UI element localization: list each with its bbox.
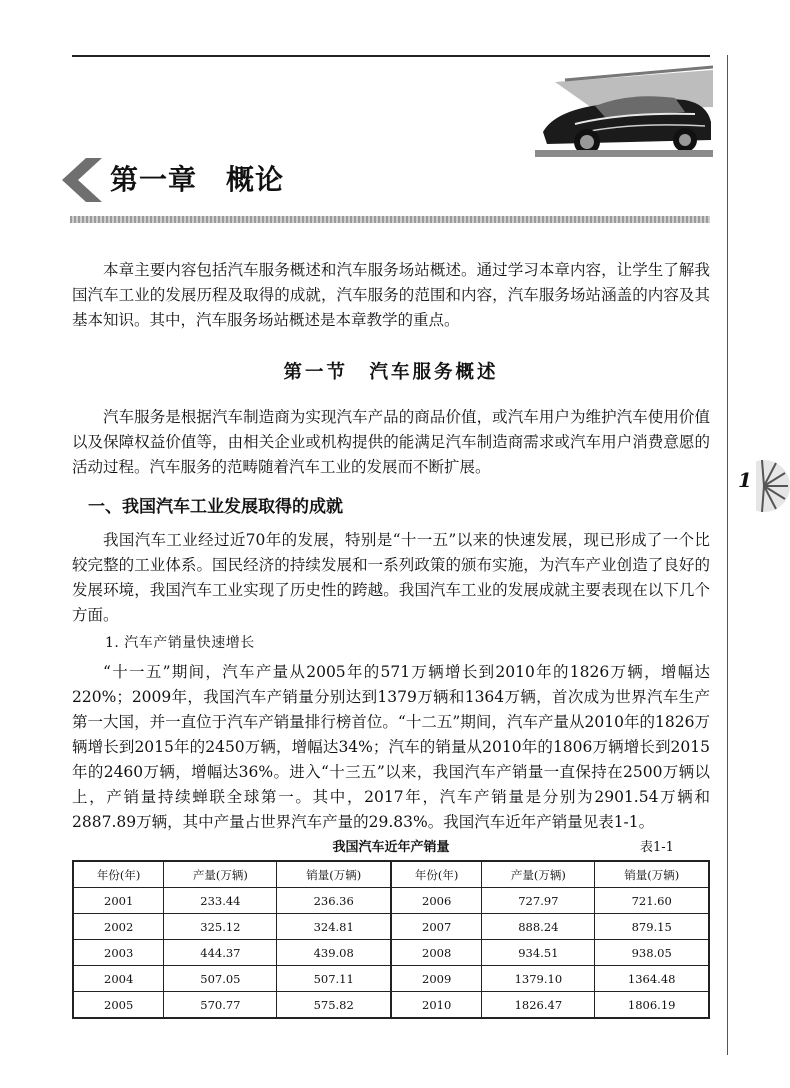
header-production: 产量(万辆) bbox=[482, 861, 595, 888]
header-production: 产量(万辆) bbox=[164, 861, 277, 888]
cell: 1379.10 bbox=[482, 966, 595, 992]
header-year: 年份(年) bbox=[391, 861, 482, 888]
section-intro: 汽车服务是根据汽车制造商为实现汽车产品的商品价值，或汽车用户为维护汽车使用价值以及保障权益价值等，由相关企业或机构提供的能满足汽车制造商需求或汽车用户消费意愿的活动过程。汽车服务的范畴随着汽车工业的发展而不断扩展。 bbox=[72, 408, 710, 476]
margin-rule bbox=[727, 55, 728, 1055]
header-sales: 销量(万辆) bbox=[595, 861, 709, 888]
point-title: 1. 汽车产销量快速增长 bbox=[105, 635, 255, 651]
cell: 1826.47 bbox=[482, 992, 595, 1019]
chapter-divider bbox=[70, 216, 710, 223]
section-title: 第一节 汽车服务概述 bbox=[283, 362, 499, 383]
table-row bbox=[73, 992, 709, 1019]
sales-table bbox=[72, 860, 710, 1019]
cell: 325.12 bbox=[164, 914, 277, 940]
table-row bbox=[73, 914, 709, 940]
cell: 2009 bbox=[391, 966, 482, 992]
table-row bbox=[73, 966, 709, 992]
cell: 2004 bbox=[73, 966, 164, 992]
cell: 507.05 bbox=[164, 966, 277, 992]
cell: 2008 bbox=[391, 940, 482, 966]
cell: 2002 bbox=[73, 914, 164, 940]
cell: 2006 bbox=[391, 888, 482, 914]
table-row bbox=[73, 888, 709, 914]
header-rule bbox=[72, 55, 710, 57]
cell: 233.44 bbox=[164, 888, 277, 914]
table-header-row bbox=[73, 861, 709, 888]
cell: 721.60 bbox=[595, 888, 709, 914]
cell: 934.51 bbox=[482, 940, 595, 966]
cell: 570.77 bbox=[164, 992, 277, 1019]
header-year: 年份(年) bbox=[73, 861, 164, 888]
cell: 575.82 bbox=[277, 992, 391, 1019]
cell: 507.11 bbox=[277, 966, 391, 992]
header-sales: 销量(万辆) bbox=[277, 861, 391, 888]
cell: 2005 bbox=[73, 992, 164, 1019]
cell: 324.81 bbox=[277, 914, 391, 940]
cell: 236.36 bbox=[277, 888, 391, 914]
cell: 2003 bbox=[73, 940, 164, 966]
cell: 938.05 bbox=[595, 940, 709, 966]
cell: 2001 bbox=[73, 888, 164, 914]
subsection-intro: 我国汽车工业经过近70年的发展，特别是“十一五”以来的快速发展，现已形成了一个比较完整的工业体系。国民经济的持续发展和一系列政策的颁布实施，为汽车产业创造了良好的发展环境，我国汽车工业实现了历史性的跨越。我国汽车工业的发展成就主要表现在以下几个方面。 bbox=[72, 531, 710, 624]
point-text: “十一五”期间，汽车产量从2005年的571万辆增长到2010年的1826万辆，增幅达220%；2009年，我国汽车产销量分别达到1379万辆和1364万辆，首次成为世界汽车生产第一大国，并一直位于汽车产销量排行榜首位。“十二五”期间，汽车产量从2010年的1826万辆增长到2015年的2450万辆，增幅达34%；汽车的销量从2010年的1806万辆增长到2015年的2460万辆，增幅达36%。进入“十三五”以来，我国汽车产销量一直保持在2500万辆以上，产销量持续蝉联全球第一。其中，2017年，汽车产销量是分别为2901.54万辆和2887.89万辆，其中产量占世界汽车产量的29.83%。我国汽车近年产销量见表1-1。 bbox=[72, 663, 710, 831]
cell: 439.08 bbox=[277, 940, 391, 966]
table-caption: 我国汽车近年产销量 bbox=[332, 840, 450, 855]
car-photo bbox=[535, 62, 713, 157]
page-number: 1 bbox=[738, 468, 752, 492]
cell: 444.37 bbox=[164, 940, 277, 966]
cell: 888.24 bbox=[482, 914, 595, 940]
cell: 1806.19 bbox=[595, 992, 709, 1019]
chapter-intro: 本章主要内容包括汽车服务概述和汽车服务场站概述。通过学习本章内容，让学生了解我国汽车工业的发展历程及取得的成就，汽车服务的范围和内容，汽车服务场站涵盖的内容及其基本知识。其中，汽车服务场站概述是本章教学的重点。 bbox=[72, 261, 710, 329]
cell: 1364.48 bbox=[595, 966, 709, 992]
subsection-title: 一、我国汽车工业发展取得的成就 bbox=[88, 497, 343, 517]
table-number: 表1-1 bbox=[640, 840, 674, 855]
cell: 2010 bbox=[391, 992, 482, 1019]
chapter-header bbox=[62, 150, 712, 210]
cell: 727.97 bbox=[482, 888, 595, 914]
chapter-title: 第一章 概论 bbox=[110, 163, 285, 196]
cell: 879.15 bbox=[595, 914, 709, 940]
cell: 2007 bbox=[391, 914, 482, 940]
chapter-arrow-icon bbox=[62, 158, 102, 202]
table-row bbox=[73, 940, 709, 966]
